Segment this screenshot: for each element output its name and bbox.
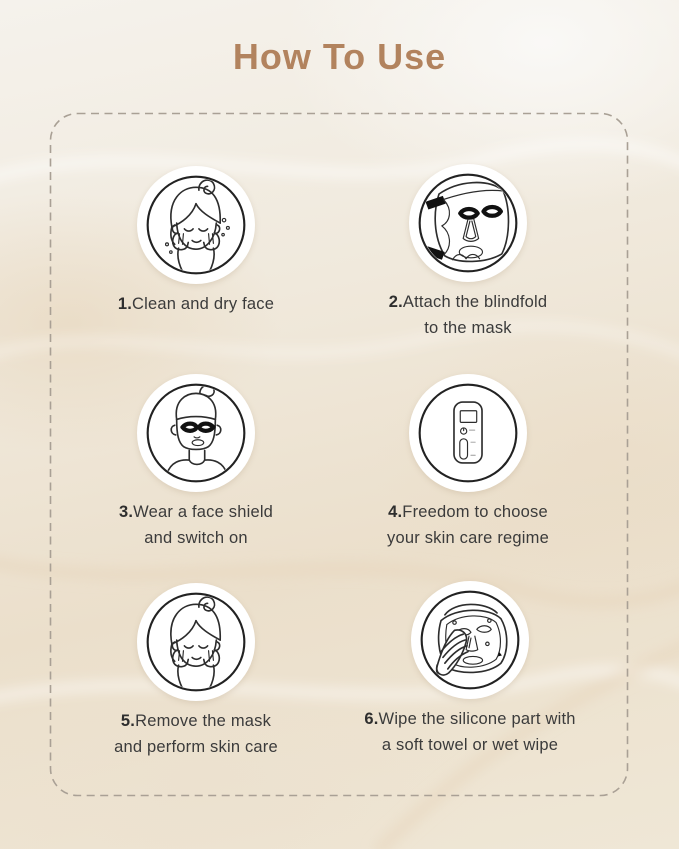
- step-caption: [389, 289, 548, 341]
- step-number: 1.: [117, 295, 133, 313]
- step-caption: [387, 499, 549, 551]
- step-icon-circle: [411, 581, 529, 699]
- step-caption: [364, 706, 575, 758]
- step-icon-circle: [409, 374, 527, 492]
- step-item-6: [320, 581, 620, 758]
- step-icon-circle: [137, 166, 255, 284]
- woman-skin-care-icon: [138, 584, 254, 700]
- step-text-line2: and perform skin care: [114, 738, 278, 756]
- person-wearing-face-shield-icon: [138, 375, 254, 491]
- step-item-3: [46, 374, 346, 551]
- step-text: Wipe the silicone part with: [378, 710, 576, 728]
- step-text: Clean and dry face: [132, 295, 275, 313]
- woman-washing-face-icon: [138, 167, 254, 283]
- step-caption: [118, 291, 274, 317]
- step-item-4: [318, 374, 618, 551]
- step-number: 5.: [120, 712, 136, 730]
- hand-wiping-mask-icon: [412, 582, 528, 698]
- step-number: 3.: [118, 503, 134, 521]
- page-title: How To Use: [232, 36, 447, 77]
- step-icon-circle: [137, 374, 255, 492]
- step-text: Attach the blindfold: [402, 293, 548, 311]
- step-item-1: [46, 166, 346, 317]
- step-text: Wear a face shield: [133, 503, 274, 521]
- step-icon-circle: [409, 164, 527, 282]
- step-number: 2.: [388, 293, 403, 311]
- step-caption: [119, 499, 273, 551]
- step-number: 4.: [388, 503, 403, 521]
- step-item-2: [318, 164, 618, 341]
- step-text: Freedom to choose: [402, 503, 548, 521]
- step-icon-circle: [137, 583, 255, 701]
- step-text-line2: a soft towel or wet wipe: [381, 736, 559, 754]
- step-text: Remove the mask: [135, 712, 272, 730]
- remote-control-icon: [410, 375, 526, 491]
- step-item-5: [46, 583, 346, 760]
- mask-with-blindfold-icon: [410, 165, 526, 281]
- step-text-line2: to the mask: [424, 319, 512, 337]
- step-text-line2: and switch on: [144, 529, 248, 547]
- step-caption: [114, 708, 278, 760]
- step-text-line2: your skin care regime: [387, 529, 549, 547]
- step-number: 6.: [364, 710, 379, 728]
